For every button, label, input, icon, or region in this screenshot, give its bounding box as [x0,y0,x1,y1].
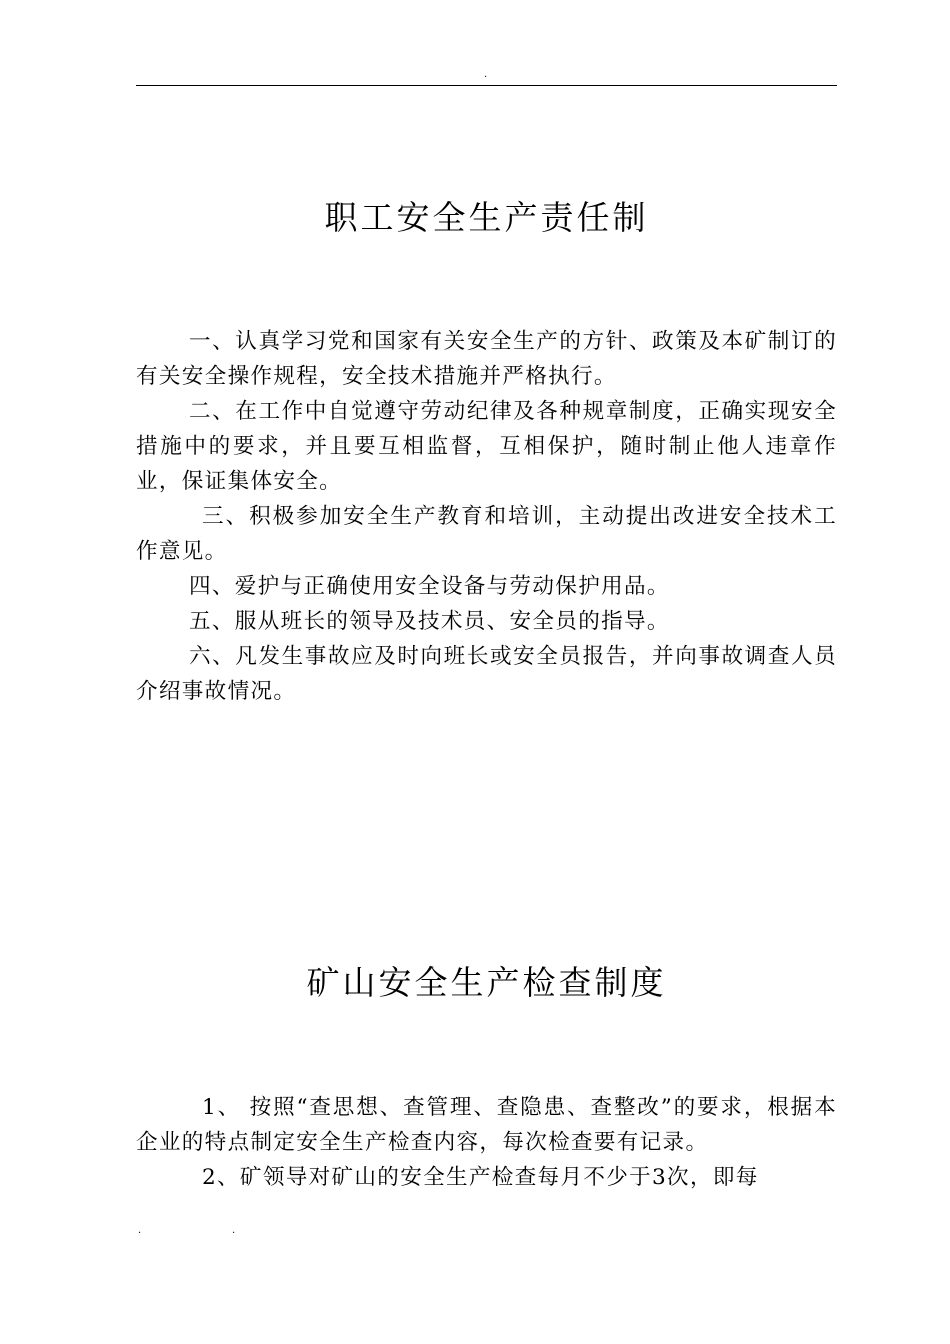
header-rule [136,85,837,86]
paragraph-item-5: 五、服从班长的领导及技术员、安全员的指导。 [189,609,670,634]
inspection-item-1: 1、 按照“查思想、查管理、查隐患、查整改”的要求，根据本企业的特点制定安全生产检查内容，每次检查要有记录。 [136,1095,837,1155]
paragraph-item-4: 四、爱护与正确使用安全设备与劳动保护用品。 [189,574,670,599]
paragraph-item-6: 六、凡发生事故应及时向班长或安全员报告，并向事故调查人员介绍事故情况。 [136,644,837,704]
section-title-responsibility: 职工安全生产责任制 [324,198,649,237]
section-title-inspection: 矿山安全生产检查制度 [306,963,667,1002]
paragraph-item-2: 二、在工作中自觉遵守劳动纪律及各种规章制度，正确实现安全措施中的要求，并且要互相监督，互相保护，随时制止他人违章作业，保证集体安全。 [136,399,837,494]
header-mark: . [484,69,488,80]
inspection-item-2: 2、矿领导对矿山的安全生产检查每月不少于3次，即每 [202,1165,759,1190]
footer-mark-left: . [138,1225,142,1236]
paragraph-item-1: 一、认真学习党和国家有关安全生产的方针、政策及本矿制订的有关安全操作规程，安全技术措施并严格执行。 [136,329,837,389]
paragraph-item-3: 三、积极参加安全生产教育和培训，主动提出改进安全技术工作意见。 [136,504,837,564]
footer-mark-right: . [232,1225,236,1236]
